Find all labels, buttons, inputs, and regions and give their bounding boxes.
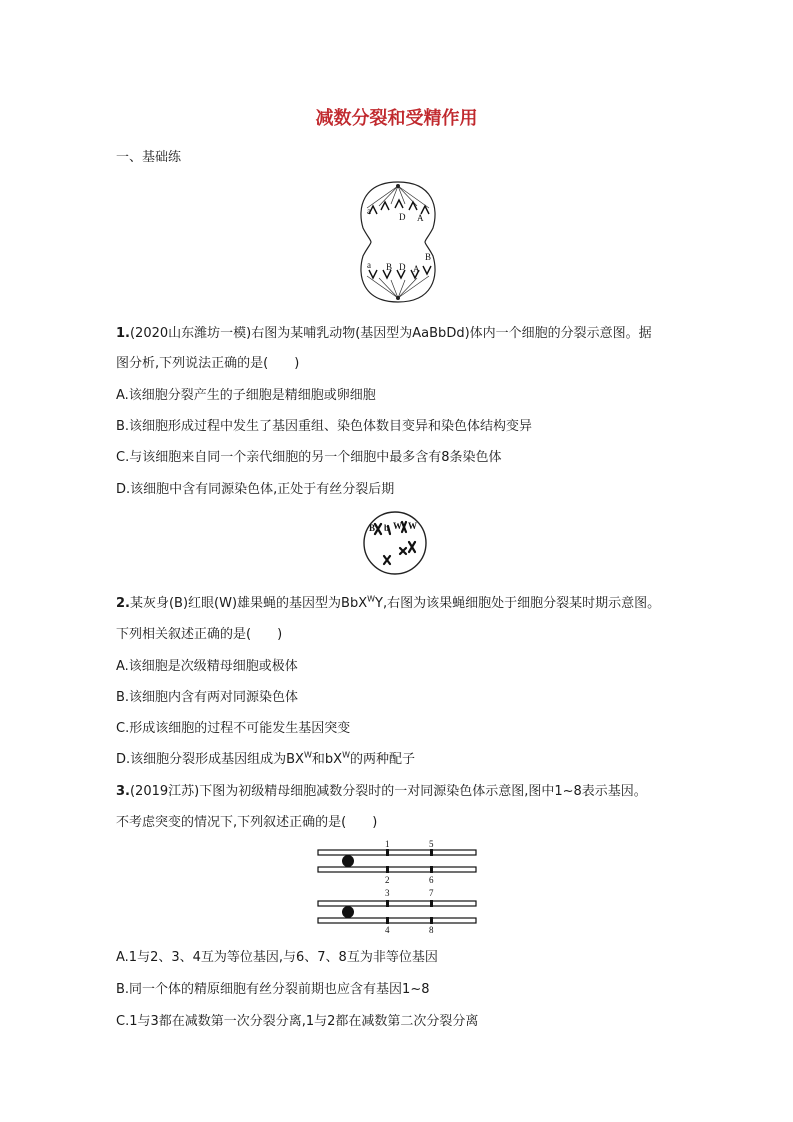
page-title: 减数分裂和受精作用 [315, 108, 478, 129]
q3-option-c: C.1与3都在减数第一次分裂分离,1与2都在减数第二次分裂分离 [116, 1014, 479, 1029]
fig1-label: B [425, 252, 432, 262]
q1-stem-line1: 1.(2020山东潍坊一模)右图为某哺乳动物(基因型为AaBbDd)体内一个细胞的分裂示意图。据 [116, 326, 652, 341]
q3-option-a: A.1与2、3、4互为等位基因,与6、7、8互为非等位基因 [116, 950, 438, 965]
q1-option-b: B.该细胞形成过程中发生了基因重组、染色体数目变异和染色体结构变异 [116, 419, 533, 434]
q1-option-d: D.该细胞中含有同源染色体,正处于有丝分裂后期 [116, 482, 395, 497]
figure-2-cell [360, 508, 430, 578]
q2-stem-line2: 下列相关叙述正确的是( ) [116, 627, 283, 642]
fig1-label: A [413, 264, 420, 274]
fig2-label: B [369, 523, 376, 533]
fig1-label: B [386, 262, 393, 272]
fig1-label: D [399, 212, 406, 222]
q2-option-b: B.该细胞内含有两对同源染色体 [116, 690, 299, 705]
figure-3-chromosomes [316, 838, 478, 934]
q2-stem-line1: 2.某灰身(B)红眼(W)雄果蝇的基因型为BbX$^W$Y,右图为该果蝇细胞处于细胞分裂某时期示意图。 [116, 594, 661, 611]
fig1-label: A [417, 213, 424, 223]
fig3-label: 3 [385, 888, 390, 898]
q2-option-a: A.该细胞是次级精母细胞或极体 [116, 659, 298, 674]
q1-option-a: A.该细胞分裂产生的子细胞是精细胞或卵细胞 [116, 388, 376, 403]
fig1-label: a [367, 260, 371, 270]
q3-stem-line2: 不考虑突变的情况下,下列叙述正确的是( ) [116, 815, 378, 830]
fig3-label: 8 [429, 925, 434, 934]
fig3-label: 6 [429, 875, 434, 885]
q2-option-c: C.形成该细胞的过程不可能发生基因突变 [116, 721, 351, 736]
fig3-label: 1 [385, 839, 390, 849]
figure-1-cell-division [355, 178, 441, 306]
fig3-label: 2 [385, 875, 390, 885]
fig1-label: a [367, 206, 371, 216]
q3-stem-line1: 3.(2019江苏)下图为初级精母细胞减数分裂时的一对同源染色体示意图,图中1~8表示基因。 [116, 784, 647, 799]
q2-option-d: D.该细胞分裂形成基因组成为$BX^W$和$bX^W$的两种配子 [116, 750, 415, 767]
q1-option-c: C.与该细胞来自同一个亲代细胞的另一个细胞中最多含有8条染色体 [116, 450, 502, 465]
section-heading: 一、基础练 [116, 150, 182, 165]
fig3-label: 5 [429, 839, 434, 849]
fig3-label: 7 [429, 888, 434, 898]
fig3-label: 4 [385, 925, 390, 934]
q1-stem-line2: 图分析,下列说法正确的是( ) [116, 356, 300, 371]
fig2-label: b [384, 523, 390, 533]
fig2-label: W [393, 521, 402, 531]
q3-option-b: B.同一个体的精原细胞有丝分裂前期也应含有基因1~8 [116, 982, 430, 997]
fig2-label: W [408, 521, 417, 531]
fig1-label: D [399, 262, 406, 272]
